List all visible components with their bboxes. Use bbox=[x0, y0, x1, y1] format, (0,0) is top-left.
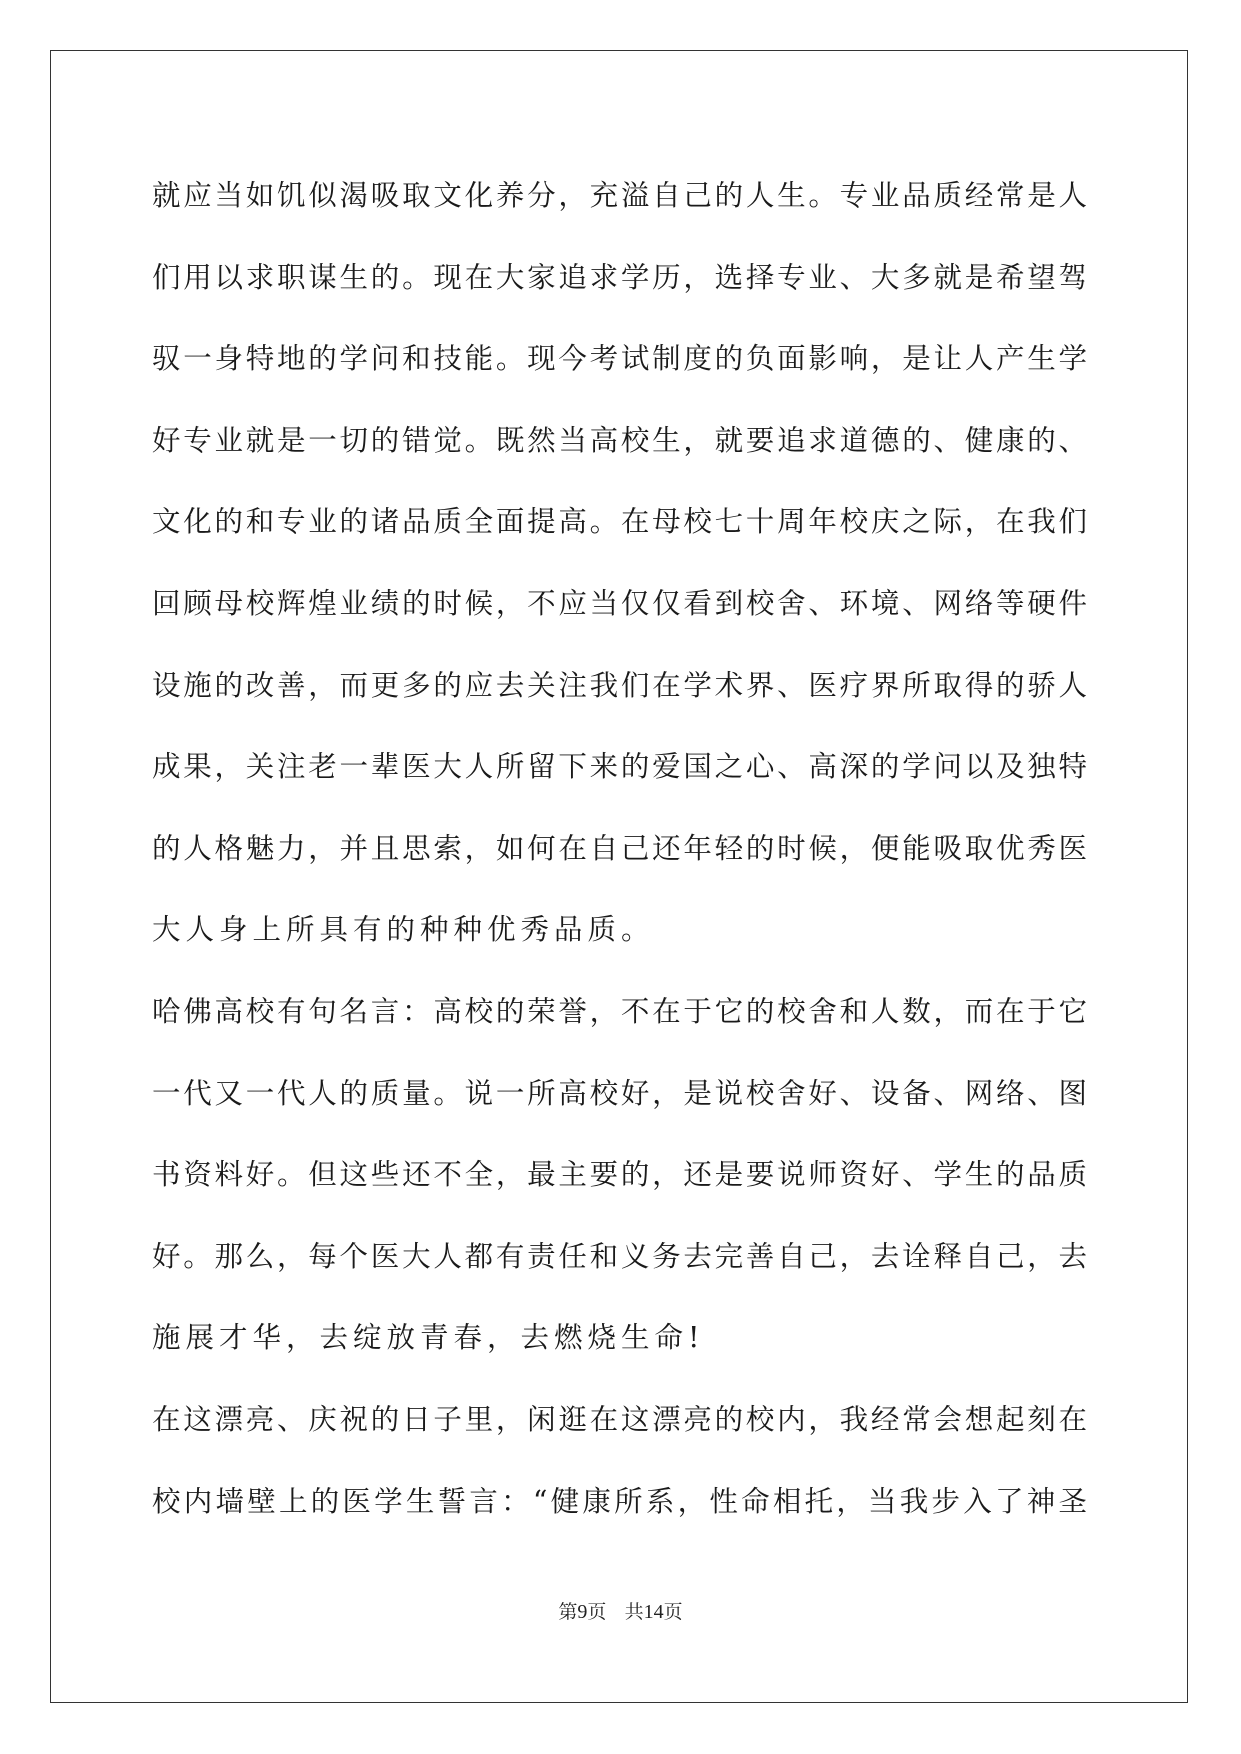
text-line: 文化的和专业的诸品质全面提高。在母校七十周年校庆之际，在我们 bbox=[152, 505, 1087, 539]
total-prefix: 共 bbox=[624, 1601, 644, 1623]
text-line: 在这漂亮、庆祝的日子里，闲逛在这漂亮的校内，我经常会想起刻在 bbox=[152, 1402, 1087, 1436]
text-line: 回顾母校辉煌业绩的时候，不应当仅仅看到校舍、环境、网络等硬件 bbox=[152, 586, 1087, 620]
text-line: 好。那么，每个医大人都有责任和义务去完善自己，去诠释自己，去 bbox=[152, 1239, 1087, 1273]
text-line-paragraph-end: 大人身上所具有的种种优秀品质。 bbox=[152, 913, 655, 947]
page-prefix: 第 bbox=[558, 1601, 578, 1623]
document-body bbox=[152, 155, 1087, 1542]
total-pages: 14 bbox=[643, 1601, 664, 1623]
text-line: 校内墙壁上的医学生誓言：“健康所系，性命相托，当我步入了神圣 bbox=[152, 1484, 1087, 1518]
text-line: 哈佛高校有句名言：高校的荣誉，不在于它的校舍和人数，而在于它 bbox=[152, 994, 1087, 1028]
page-number: 9 bbox=[577, 1601, 588, 1623]
text-line: 就应当如饥似渴吸取文化养分，充溢自己的人生。专业品质经常是人 bbox=[152, 179, 1087, 212]
text-line: 们用以求职谋生的。现在大家追求学历，选择专业、大多就是希望驾 bbox=[152, 260, 1087, 294]
page-suffix: 页 bbox=[587, 1601, 607, 1623]
text-line: 的人格魅力，并且思索，如何在自己还年轻的时候，便能吸取优秀医 bbox=[152, 831, 1087, 865]
text-line: 驭一身特地的学问和技能。现今考试制度的负面影响，是让人产生学 bbox=[152, 342, 1087, 376]
page-footer bbox=[0, 1597, 1241, 1624]
text-line: 设施的改善，而更多的应去关注我们在学术界、医疗界所取得的骄人 bbox=[152, 668, 1087, 702]
text-line: 成果，关注老一辈医大人所留下来的爱国之心、高深的学问以及独特 bbox=[152, 750, 1087, 784]
text-line: 书资料好。但这些还不全，最主要的，还是要说师资好、学生的品质 bbox=[152, 1158, 1087, 1192]
text-line-paragraph-end: 施展才华，去绽放青春，去燃烧生命! bbox=[152, 1321, 705, 1355]
text-line: 一代又一代人的质量。说一所高校好，是说校舍好、设备、网络、图 bbox=[152, 1076, 1087, 1110]
total-suffix: 页 bbox=[663, 1601, 683, 1623]
text-line: 好专业就是一切的错觉。既然当高校生，就要追求道德的、健康的、 bbox=[152, 423, 1087, 457]
